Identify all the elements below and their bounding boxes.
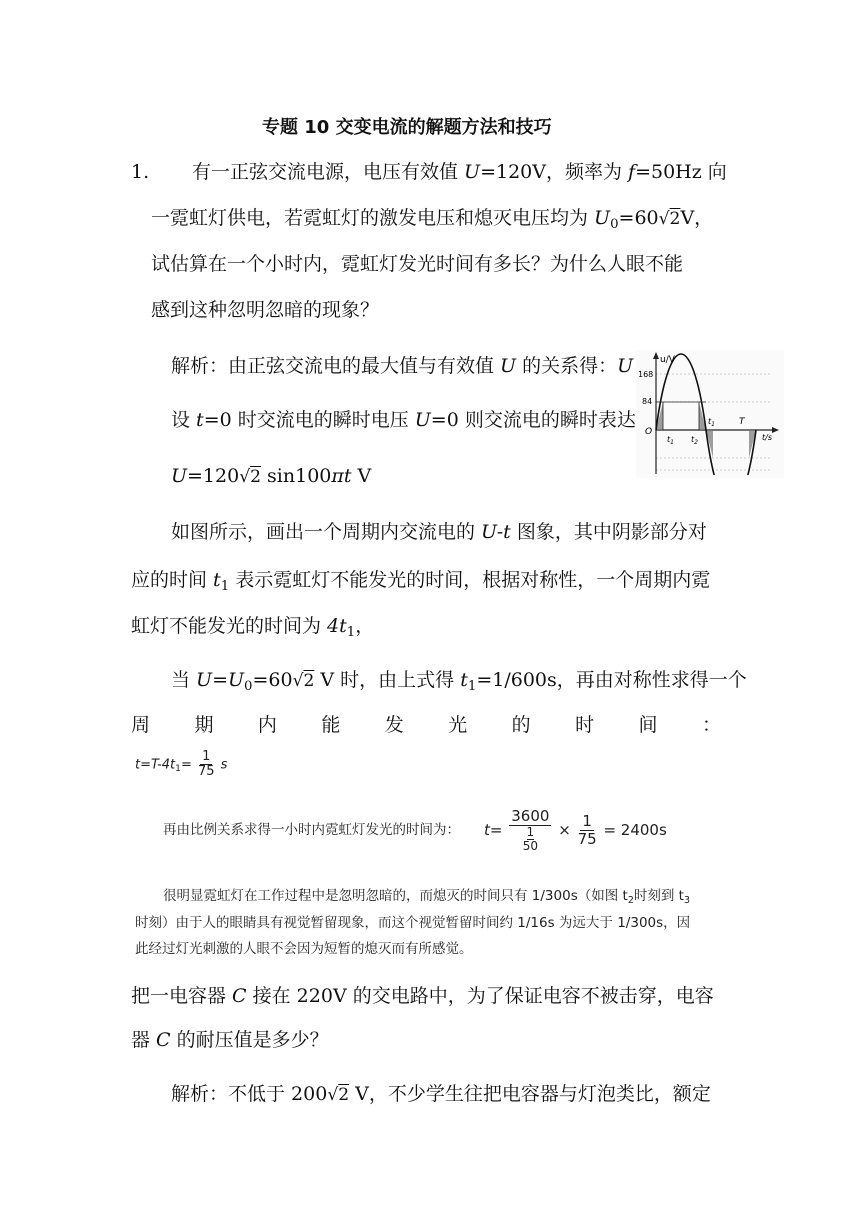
graph-y84: 84 [642, 397, 653, 406]
solution-1-para-1: 如图所示，画出一个周期内交流电的 U-t 图象，其中阴影部分对 [171, 521, 707, 543]
solution-1-formula: U=120√ 2 sin100πt V [171, 467, 371, 486]
question-2-line-2: 器 C 的耐压值是多少？ [131, 1029, 329, 1051]
solution-1-line-2: 设 t=0 时交流电的瞬时电压 U=0 则交流电的瞬时表达 [171, 409, 636, 431]
solution-2-line-1: 解析：不低于 200√ 2 V，不少学生往把电容器与灯泡类比，额定 [171, 1085, 711, 1104]
question-1-line-2: 一霓虹灯供电，若霓虹灯的激发电压和熄灭电压均为 $U_0=60√$ 2V， [151, 209, 713, 231]
graph-period: T [739, 417, 745, 427]
equation-1: $t=T-4t_1=$ $\frac{1}{75}$ s [135, 749, 228, 780]
sqrt-symbol: √ 2 [239, 469, 261, 486]
graph-ylabel: u/V [660, 355, 675, 365]
graph-origin: O [645, 427, 653, 437]
sqrt-symbol: √ 2 [659, 211, 681, 228]
graph-xlabel: t/s [762, 433, 772, 442]
solution-1-line-1: 解析：由正弦交流电的最大值与有效值 U 的关系得：U [171, 355, 634, 377]
equation-2: t= 3600 1 50 × $\frac{1}{75}$ = 2400s [484, 807, 667, 853]
solution-1-para-3: 虹灯不能发光的时间为 $4t_1$， [131, 615, 375, 640]
question-number: 1. [131, 161, 150, 183]
voltage-time-graph [636, 350, 784, 478]
question-1-line-3: 试估算在一个小时内，霓虹灯发光时间有多长？为什么人眼不能 [151, 253, 684, 275]
question-1-line-4: 感到这种忽明忽暗的现象？ [151, 299, 380, 321]
sqrt-symbol: √ 2 [327, 1087, 349, 1104]
question-2-line-1: 把一电容器 C 接在 220V 的交电路中，为了保证电容不被击穿，电容 [131, 985, 714, 1007]
page-title: 专题 10 交变电流的解题方法和技巧 [262, 117, 552, 138]
graph-y168: 168 [638, 370, 654, 379]
solution-1-para-2: 应的时间 $t_1$ 表示霓虹灯不能发光的时间，根据对称性，一个周期内霓 [131, 569, 711, 594]
question-1-line-1: 有一正弦交流电源，电压有效值 U=120V，频率为 f=50Hz 向 [192, 161, 727, 183]
solution-1-note-1: 很明显霓虹灯在工作过程中是忽明忽暗的，而熄灭的时间只有 1/300s（如图 $t_2$时刻到 $t_3$ [163, 888, 690, 906]
sqrt-symbol: √ 2 [293, 673, 315, 690]
solution-1-para-4: 当 $U=U_0=60√$ 2 V 时，由上式得 $t_1=1/600s$，再由对称性求得一个 [171, 671, 747, 693]
graph-t1-left: $t_1$ [667, 435, 674, 446]
graph-t1-right: $t_1$ [708, 417, 715, 428]
solution-1-note-3: 此经过灯光刺激的人眼不会因为短暂的熄灭而有所感觉。 [135, 941, 473, 957]
solution-1-para-5: 周 期 内 能 发 光 的 时 间 ： [131, 714, 721, 736]
graph-t2: $t_2$ [691, 435, 698, 446]
solution-1-para-6: 再由比例关系求得一小时内霓虹灯发光的时间为： [163, 822, 460, 838]
solution-1-note-2: 时刻）由于人的眼睛具有视觉暂留现象，而这个视觉暂留时间约 1/16s 为远大于 1/300s，因 [135, 915, 691, 931]
